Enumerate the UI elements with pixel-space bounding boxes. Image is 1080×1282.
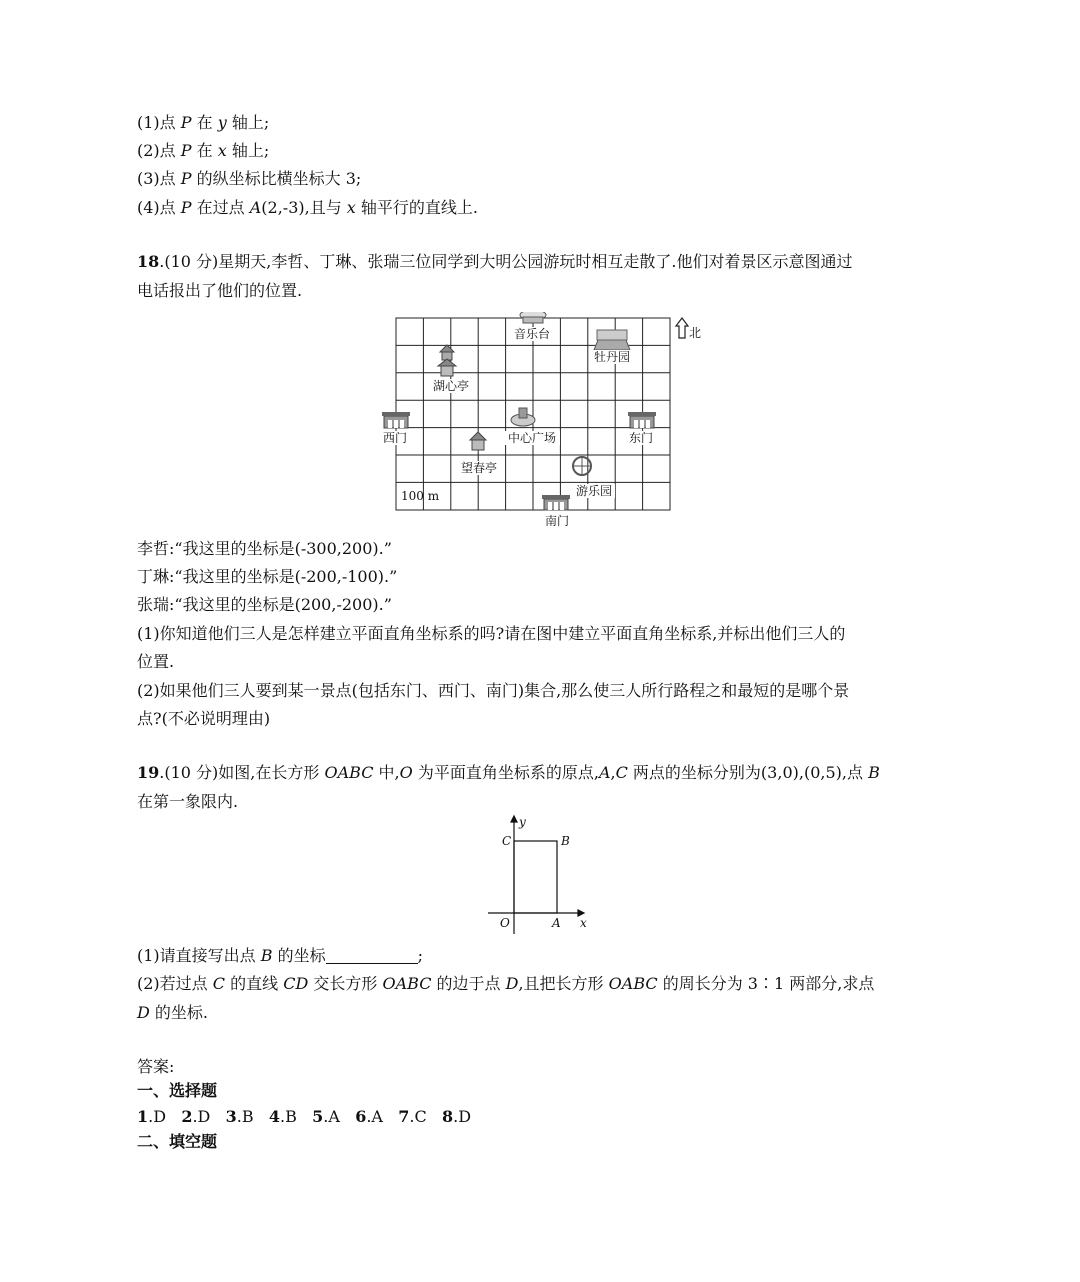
label-x: x (580, 916, 587, 930)
label-y: y (519, 815, 526, 829)
q19-sub1: (1)请直接写出点 B 的坐标 ; (137, 946, 424, 965)
q17-item-1: (1)点 P 在 y 轴上; (137, 113, 270, 132)
answers-section-2: 二、填空题 (137, 1132, 218, 1151)
central-plaza-label: 中心广场 (507, 431, 557, 445)
q18-stem-line-1: 18.(10 分)星期天,李哲、丁琳、张瑞三位同学到大明公园游玩时相互走散了.他们对着景区示意图通过 (137, 252, 853, 271)
q18-sub2-line-2: 点?(不必说明理由) (137, 709, 271, 728)
east-gate-label: 东门 (628, 431, 654, 445)
spring-pavilion-label: 望春亭 (460, 461, 498, 475)
south-gate-icon (542, 495, 570, 510)
q18-quote-zhang: 张瑞:“我这里的坐标是(200,-200).” (137, 595, 392, 614)
q19-stem-line-2: 在第一象限内. (137, 792, 239, 811)
q17-item-2: (2)点 P 在 x 轴上; (137, 141, 270, 160)
scale-label: 100 m (401, 489, 440, 503)
spring-pavilion-icon (470, 432, 486, 450)
amusement-park-icon (573, 457, 591, 475)
q18-stem-line-2: 电话报出了他们的位置. (137, 281, 303, 300)
answer-4: 4.B (268, 1107, 297, 1126)
music-stage-icon (520, 312, 546, 323)
music-stage-label: 音乐台 (513, 327, 551, 341)
south-gate-label: 南门 (544, 514, 570, 528)
q18-sub1-line-2: 位置. (137, 652, 175, 671)
q18-quote-li: 李哲:“我这里的坐标是(-300,200).” (137, 539, 392, 558)
peony-garden-label: 牡丹园 (593, 350, 631, 364)
q18-sub1-line-1: (1)你知道他们三人是怎样建立平面直角坐标系的吗?请在图中建立平面直角坐标系,并标出他们三人的 (137, 624, 846, 643)
answer-7: 7.C (398, 1107, 427, 1126)
answer-8: 8.D (441, 1107, 472, 1126)
central-plaza-icon (511, 408, 535, 426)
q17-item-3: (3)点 P 的纵坐标比横坐标大 3; (137, 169, 362, 188)
answers-section-1: 一、选择题 (137, 1081, 218, 1100)
answers-heading: 答案: (137, 1057, 175, 1076)
answer-3: 3.B (225, 1107, 254, 1126)
amusement-park-label: 游乐园 (575, 484, 613, 498)
label-O: O (500, 916, 510, 930)
lake-pavilion-label: 湖心亭 (432, 379, 470, 393)
park-map-figure (380, 312, 705, 534)
answer-2: 2.D (181, 1107, 211, 1126)
q17-item-4: (4)点 P 在过点 A(2,-3),且与 x 轴平行的直线上. (137, 198, 479, 217)
answer-6: 6.A (355, 1107, 383, 1126)
north-label: 北 (689, 326, 702, 340)
west-gate-label: 西门 (382, 431, 408, 445)
answers-choice-list (137, 1106, 471, 1128)
q18-sub2-line-1: (2)如果他们三人要到某一景点(包括东门、西门、南门)集合,那么使三人所行路程之和最短的是哪个景 (137, 681, 850, 700)
q19-stem-line-1: 19.(10 分)如图,在长方形 OABC 中,O 为平面直角坐标系的原点,A,C 两点的坐标分别为(3,0),(0,5),点 B (137, 763, 880, 782)
rectangle-oabc-figure (484, 812, 594, 938)
answer-5: 5.A (312, 1107, 340, 1126)
label-A: A (552, 916, 561, 930)
peony-garden-icon (594, 330, 630, 350)
label-B: B (561, 834, 570, 848)
north-arrow-icon (676, 318, 688, 338)
west-gate-icon (382, 412, 410, 428)
east-gate-icon (628, 412, 656, 428)
answer-blank[interactable] (326, 947, 418, 964)
lake-pavilion-icon (438, 345, 456, 376)
q18-quote-ding: 丁琳:“我这里的坐标是(-200,-100).” (137, 567, 398, 586)
label-C: C (502, 834, 512, 848)
answer-1: 1.D (137, 1107, 167, 1126)
rectangle-oabc (514, 841, 557, 913)
q19-sub2-line-2: D 的坐标. (137, 1003, 209, 1022)
y-axis-arrow-icon (511, 816, 517, 822)
q19-sub2-line-1: (2)若过点 C 的直线 CD 交长方形 OABC 的边于点 D,且把长方形 OABC 的周长分为 3∶1 两部分,求点 (137, 974, 875, 993)
